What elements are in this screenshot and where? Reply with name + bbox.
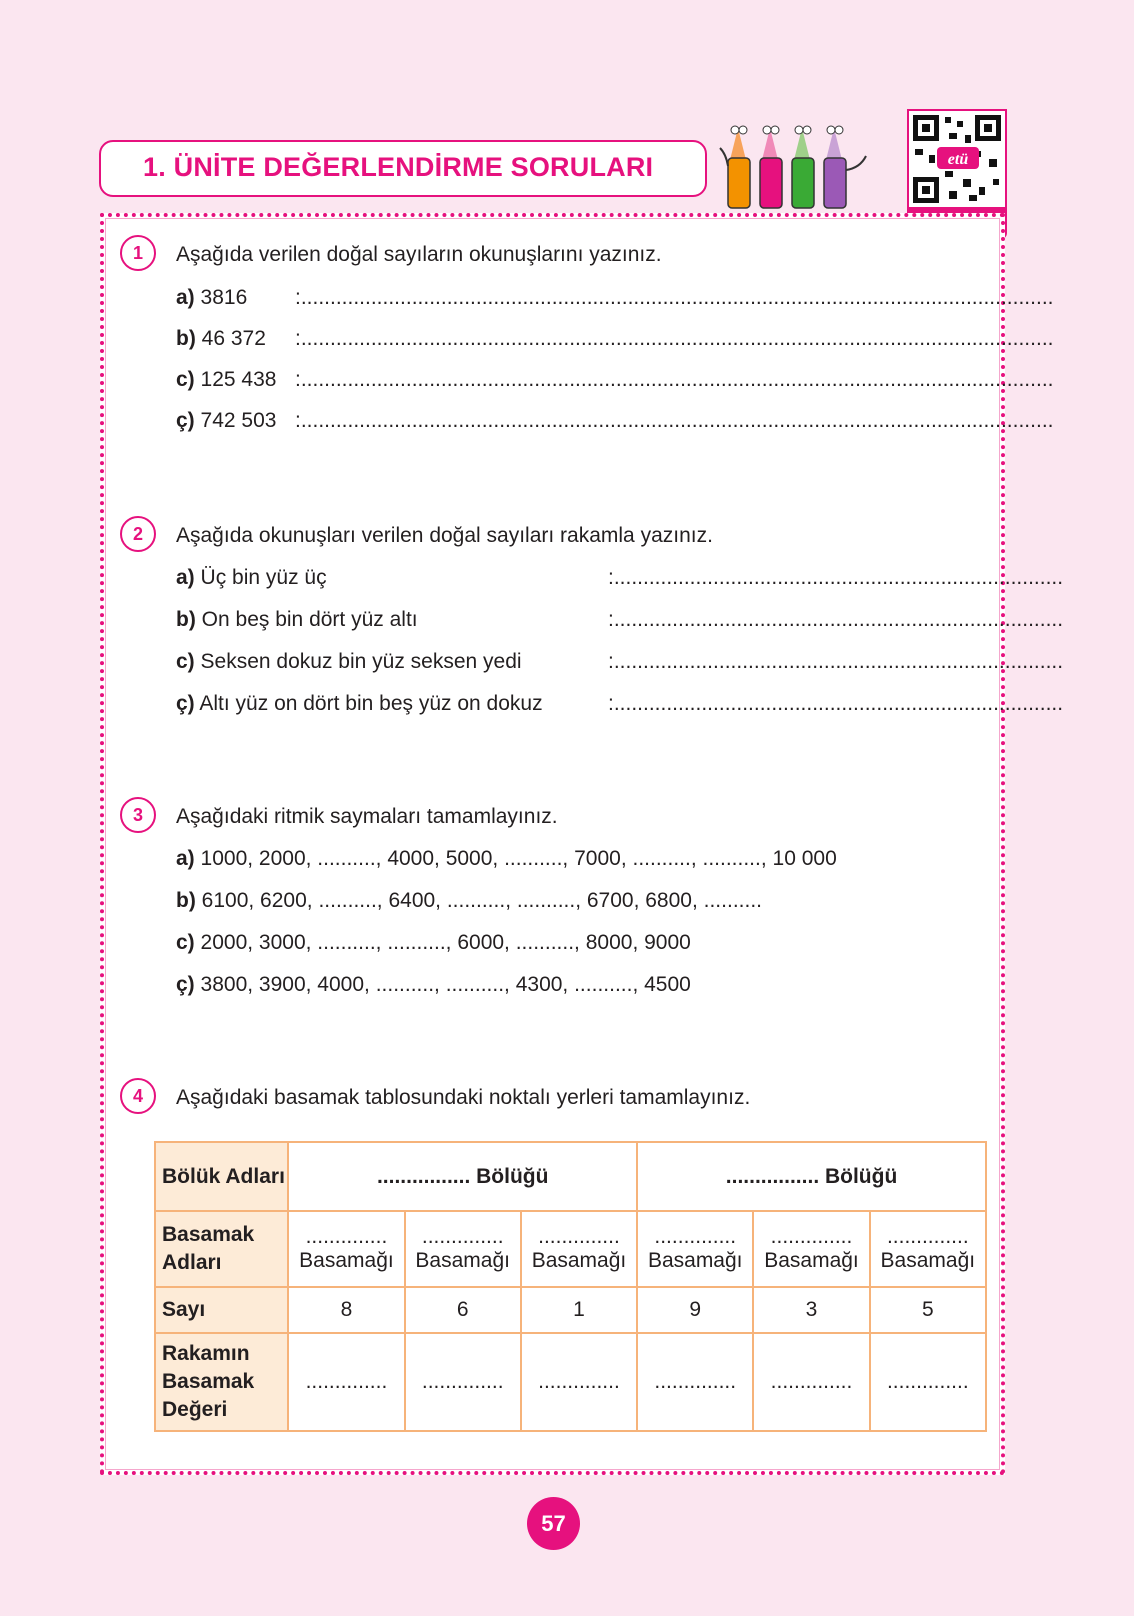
question-3-text: Aşağıdaki ritmik saymaları tamamlayınız. bbox=[176, 805, 558, 828]
q1-answer-c[interactable]: :................................................................................................................................. bbox=[295, 368, 1054, 391]
question-4-text: Aşağıdaki basamak tablosundaki noktalı yerleri tamamlayınız. bbox=[176, 1086, 751, 1109]
pencil-pink bbox=[760, 126, 782, 208]
deger-cell[interactable]: .............. bbox=[405, 1333, 521, 1431]
digit-cell: 1 bbox=[521, 1287, 637, 1333]
unit-title: 1. ÜNİTE DEĞERLENDİRME SORULARI bbox=[143, 152, 654, 182]
basamak-cell[interactable]: .............. Basamağı bbox=[405, 1211, 521, 1287]
bolug-right-blank[interactable]: ................ Bölüğü bbox=[637, 1142, 986, 1211]
question-number-1: 1 bbox=[120, 235, 156, 271]
unit-title-box bbox=[99, 140, 707, 197]
q2-item-c: c) Seksen dokuz bin yüz seksen yedi bbox=[176, 650, 522, 673]
question-number-3: 3 bbox=[120, 797, 156, 833]
q2-item-b: b) On beş bin dört yüz altı bbox=[176, 608, 418, 631]
pencil-green bbox=[792, 126, 814, 208]
basamak-table bbox=[154, 1141, 987, 1432]
digit-cell: 6 bbox=[405, 1287, 521, 1333]
q1-item-b: b) 46 372 bbox=[176, 327, 266, 350]
basamak-cell[interactable]: .............. Basamağı bbox=[521, 1211, 637, 1287]
question-2-text: Aşağıda okunuşları verilen doğal sayıları rakamla yazınız. bbox=[176, 524, 713, 547]
q3-item-b[interactable]: b) 6100, 6200, .........., 6400, .........., .........., 6700, 6800, .......... bbox=[176, 889, 762, 912]
q2-answer-cc[interactable]: :............................................................................. bbox=[608, 692, 1064, 715]
pencil-orange bbox=[728, 126, 750, 208]
digit-cell: 8 bbox=[288, 1287, 404, 1333]
q2-answer-b[interactable]: :............................................................................. bbox=[608, 608, 1064, 631]
digit-cell: 5 bbox=[870, 1287, 986, 1333]
q1-answer-cc[interactable]: :................................................................................................................................. bbox=[295, 409, 1054, 432]
q2-item-a: a) Üç bin yüz üç bbox=[176, 566, 327, 589]
q2-answer-c[interactable]: :............................................................................. bbox=[608, 650, 1064, 673]
qr-code-icon bbox=[909, 111, 1005, 207]
q1-item-cc: ç) 742 503 bbox=[176, 409, 277, 432]
bolug-left-blank[interactable]: ................ Bölüğü bbox=[288, 1142, 637, 1211]
row-deger-label: Rakamın Basamak Değeri bbox=[155, 1333, 288, 1431]
deger-cell[interactable]: .............. bbox=[870, 1333, 986, 1431]
q3-item-cc[interactable]: ç) 3800, 3900, 4000, .........., .........., 4300, .........., 4500 bbox=[176, 973, 691, 996]
digit-cell: 9 bbox=[637, 1287, 753, 1333]
q1-item-a: a) 3816 bbox=[176, 286, 248, 309]
basamak-cell[interactable]: .............. Basamağı bbox=[870, 1211, 986, 1287]
q3-item-c[interactable]: c) 2000, 3000, .........., .........., 6000, .........., 8000, 9000 bbox=[176, 931, 691, 954]
question-number-2: 2 bbox=[120, 516, 156, 552]
q2-item-cc: ç) Altı yüz on dört bin beş yüz on dokuz bbox=[176, 692, 543, 715]
basamak-cell[interactable]: .............. Basamağı bbox=[753, 1211, 869, 1287]
q3-item-a[interactable]: a) 1000, 2000, .........., 4000, 5000, .........., 7000, .........., .........., 10 000 bbox=[176, 847, 837, 870]
q1-answer-b[interactable]: :................................................................................................................................. bbox=[295, 327, 1054, 350]
deger-cell[interactable]: .............. bbox=[521, 1333, 637, 1431]
deger-cell[interactable]: .............. bbox=[753, 1333, 869, 1431]
deger-cell[interactable]: .............. bbox=[637, 1333, 753, 1431]
q1-item-c: c) 125 438 bbox=[176, 368, 277, 391]
deger-cell[interactable]: .............. bbox=[288, 1333, 404, 1431]
basamak-cell[interactable]: .............. Basamağı bbox=[637, 1211, 753, 1287]
q2-answer-a[interactable]: :............................................................................. bbox=[608, 566, 1064, 589]
q1-answer-a[interactable]: :................................................................................................................................. bbox=[295, 286, 1054, 309]
qr-code[interactable] bbox=[907, 109, 1007, 209]
page-number: 57 bbox=[527, 1497, 580, 1550]
qr-logo: etü bbox=[947, 151, 969, 168]
basamak-cell[interactable]: .............. Basamağı bbox=[288, 1211, 404, 1287]
question-number-4: 4 bbox=[120, 1078, 156, 1114]
pencil-purple bbox=[824, 126, 846, 208]
row-bolukadlari-label: Bölük Adları bbox=[155, 1142, 288, 1211]
row-basamak-label: Basamak Adları bbox=[155, 1211, 288, 1287]
question-1-text: Aşağıda verilen doğal sayıların okunuşlarını yazınız. bbox=[176, 243, 662, 266]
pencil-mascots-illustration bbox=[716, 108, 892, 216]
digit-cell: 3 bbox=[753, 1287, 869, 1333]
row-sayi-label: Sayı bbox=[155, 1287, 288, 1333]
